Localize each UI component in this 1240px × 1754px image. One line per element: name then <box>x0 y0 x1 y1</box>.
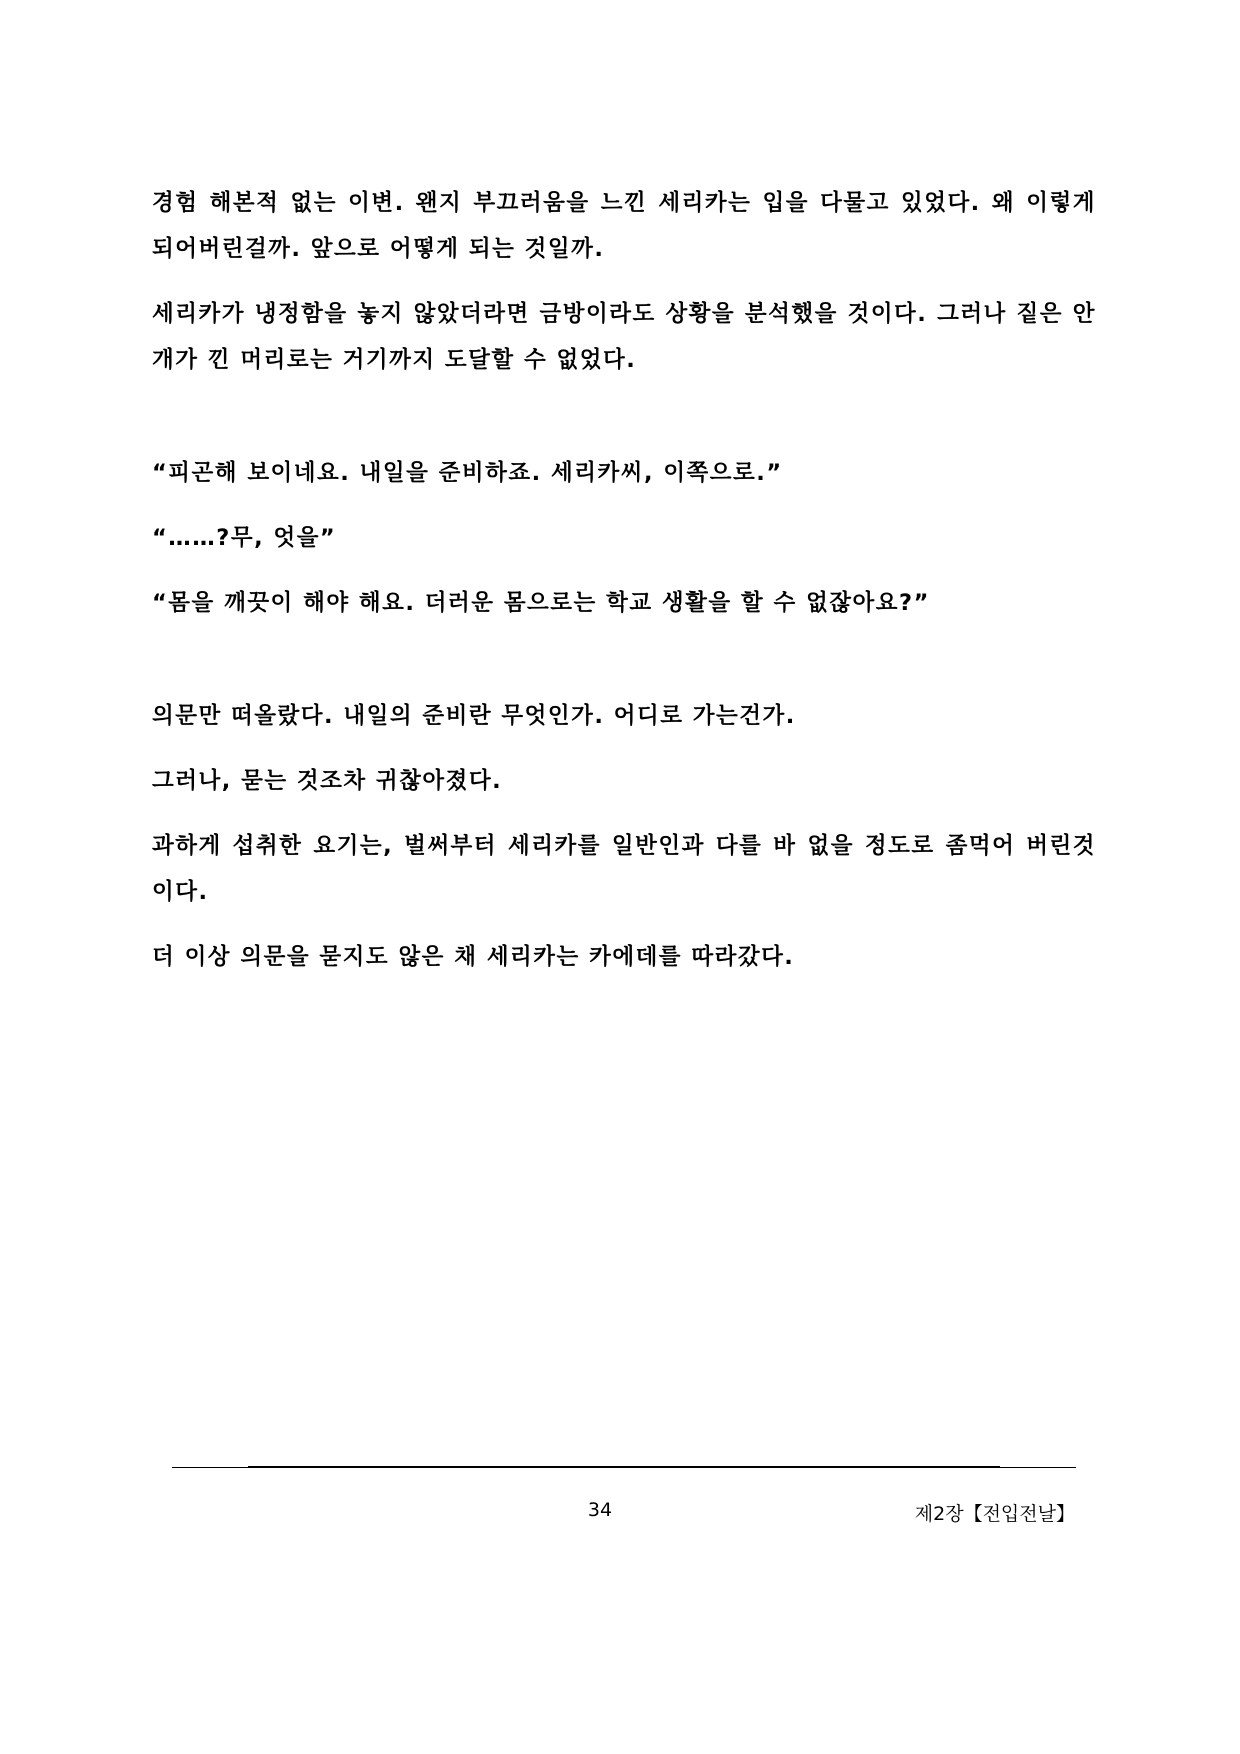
page-number: 34 <box>587 1499 613 1521</box>
footer-divider-thick <box>248 1466 1000 1468</box>
document-body <box>152 180 1096 980</box>
paragraph-2: 세리카가 냉정함을 놓지 않았더라면 금방이라도 상황을 분석했을 것이다. 그러나 짙은 안개가 낀 머리로는 거기까지 도달할 수 없었다. <box>152 301 1096 373</box>
paragraph-6: 의문만 떠올랐다. 내일의 준비란 무엇인가. 어디로 가는건가. <box>152 703 796 729</box>
dialogue-line-1: “피곤해 보이네요. 내일을 준비하죠. 세리카씨, 이쪽으로.” <box>152 460 783 486</box>
paragraph-1: 경험 해본적 없는 이변. 왠지 부끄러움을 느낀 세리카는 입을 다물고 있었다. 왜 이렇게 되어버린걸까. 앞으로 어떻게 되는 것일까. <box>152 190 1096 262</box>
footer-divider <box>172 1466 1076 1468</box>
paragraph-8: 과하게 섭취한 요기는, 벌써부터 세리카를 일반인과 다를 바 없을 정도로 좀먹어 버린것이다. <box>152 833 1096 905</box>
dialogue-line-2: “……?무, 엇을” <box>152 525 337 551</box>
dialogue-line-3: “몸을 깨끗이 해야 해요. 더러운 몸으로는 학교 생활을 할 수 없잖아요?” <box>152 590 930 616</box>
paragraph-7: 그러나, 묻는 것조차 귀찮아졌다. <box>152 768 503 794</box>
chapter-title: 제2장【전입전날】 <box>914 1503 1075 1525</box>
paragraph-9: 더 이상 의문을 묻지도 않은 채 세리카는 카에데를 따라갔다. <box>152 944 795 970</box>
